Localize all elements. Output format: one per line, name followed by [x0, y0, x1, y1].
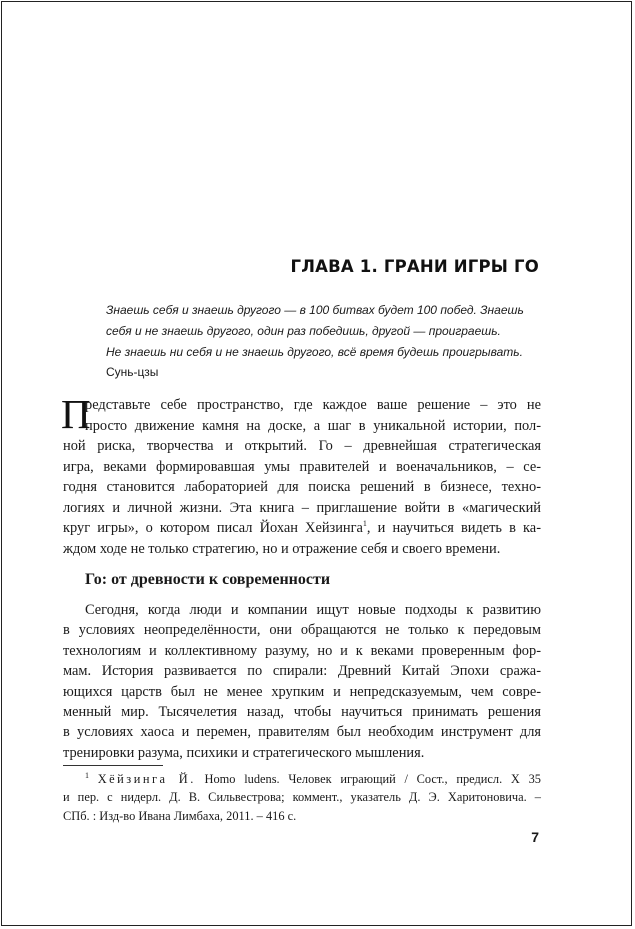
paragraph-line: редставьте себе пространство, где каждое ваше решение – это не — [85, 397, 541, 413]
paragraph-line: ной риска, творчества и открытий. Го – древнейшая стратегическая — [63, 438, 541, 454]
footnote-reference[interactable]: 1 — [362, 519, 367, 529]
paragraph-line — [63, 518, 541, 539]
section-heading: Го: от древности к современности — [85, 571, 331, 588]
footnote-text: Homo ludens. Человек играющий / Сост., предисл. Х 35 — [204, 772, 541, 786]
drop-cap: П — [61, 391, 91, 437]
paragraph-line: ющихся царств был не менее хрупким и непредсказуемым, чем совре- — [63, 683, 541, 700]
paragraph-line: просто движение камня на доске, а шаг в уникальной истории, пол- — [85, 417, 541, 434]
epigraph — [106, 300, 546, 383]
paragraph-line: в условиях неопределённости, они обращаются не только к передовым — [63, 622, 541, 639]
chapter-title: ГЛАВА 1. ГРАНИ ИГРЫ ГО — [290, 257, 539, 276]
footnote-line: СПб. : Изд-во Ивана Лимбаха, 2011. – 416 с. — [63, 808, 297, 823]
paragraph-line: в условиях хаоса и перемен, правителям был необходим инструмент для — [63, 724, 541, 741]
paragraph-line: тренировки разума, психики и стратегического мышления. — [63, 744, 425, 761]
paragraph-line: игра, веками формировавшая умы правителей и военачальников, – се- — [63, 458, 541, 475]
footnote — [63, 770, 541, 825]
line-text: круг игры», о котором писал Йохан Хейзинга — [63, 520, 363, 536]
footnote-line: и пер. с нидерл. Д. В. Сильвестрова; коммент., указатель Д. Э. Харитоновича. – — [63, 790, 541, 805]
page-number: 7 — [531, 829, 539, 845]
footnote-author: Хёйзинга Й. — [97, 772, 196, 786]
epigraph-author: Сунь-цзы — [106, 365, 159, 379]
line-text: , и научиться видеть в ка- — [366, 520, 541, 536]
footnote-divider — [63, 765, 163, 766]
intro-paragraph — [61, 391, 541, 559]
paragraph-line: ждом ходе не только стратегию, но и отражение себя и своего времени. — [63, 540, 501, 557]
epigraph-line: Не знаешь ни себя и не знаешь другого, всё время будешь проигрывать. — [106, 345, 523, 359]
paragraph-line: логиях и личной жизни. Эта книга – приглашение войти в «магический — [63, 499, 541, 516]
intro-first-lines — [61, 391, 541, 437]
paragraph-line: менный мир. Тысячелетия назад, чтобы научиться принимать решения — [63, 704, 541, 721]
paragraph-line: технологиям и коллективному разуму, но и к веками проверенным фор- — [63, 642, 541, 659]
section-paragraph — [63, 600, 541, 763]
paragraph-line: годня становится лабораторией для поиска решений в бизнесе, техно- — [63, 479, 541, 495]
paragraph-line: Сегодня, когда люди и компании ищут новые подходы к развитию — [85, 602, 541, 618]
footnote-number: 1 — [85, 770, 89, 780]
footnote-line — [63, 770, 541, 788]
epigraph-line: себя и не знаешь другого, один раз победишь, другой — проиграешь. — [106, 324, 501, 338]
paragraph-line: мам. История развивается по спирали: Древний Китай Эпохи сража- — [63, 663, 541, 680]
epigraph-line: Знаешь себя и знаешь другого — в 100 битвах будет 100 побед. Знаешь — [106, 303, 524, 317]
